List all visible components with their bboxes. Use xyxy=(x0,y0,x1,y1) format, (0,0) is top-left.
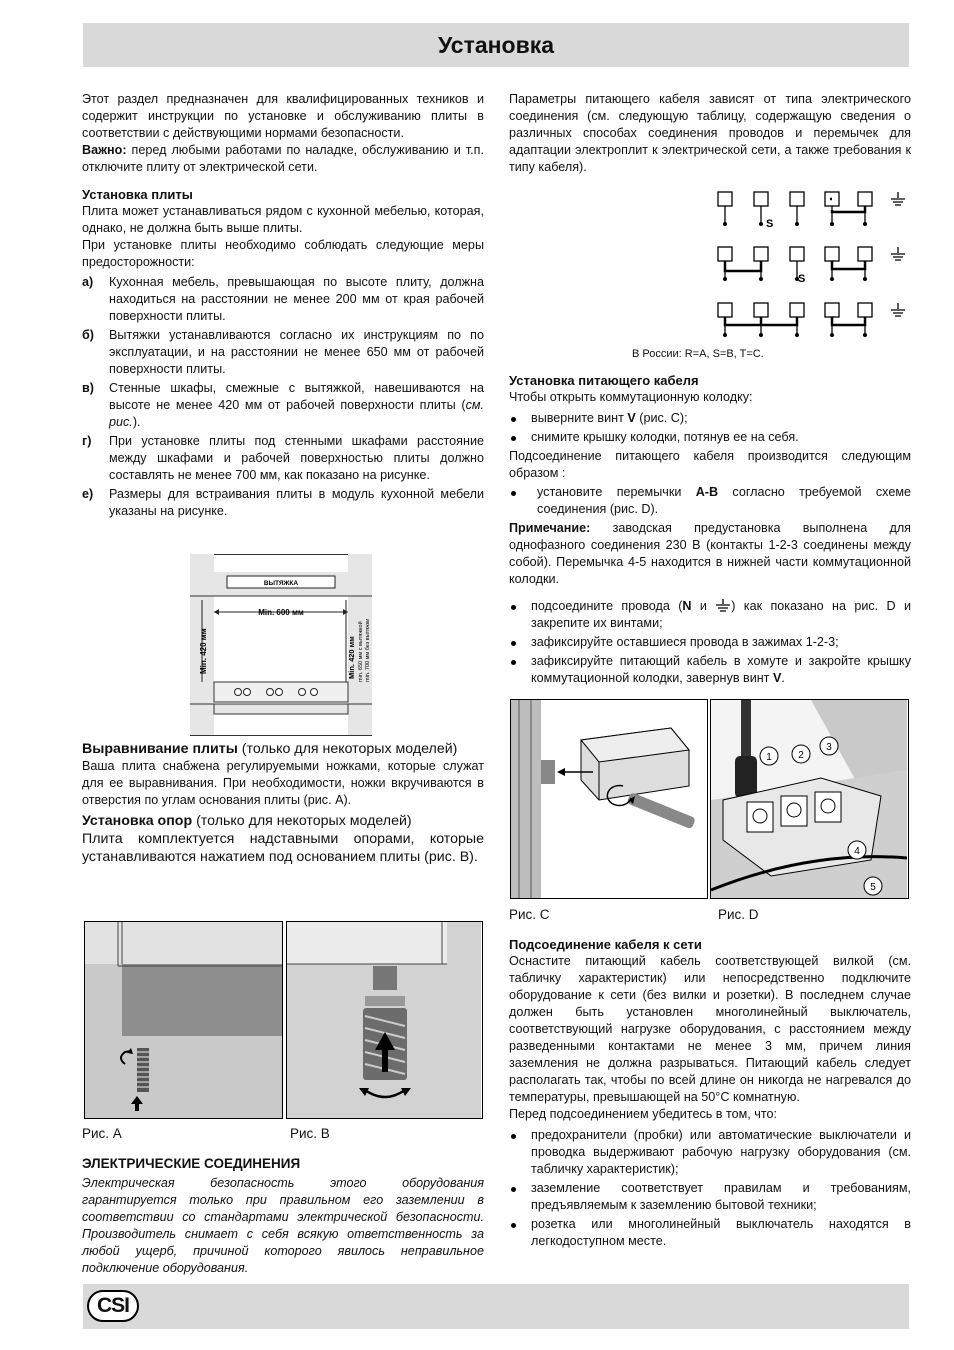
cable-install-heading: Установка питающего кабеля xyxy=(509,373,699,388)
figure-a-caption: Рис. А xyxy=(82,1126,122,1141)
step-bold: N xyxy=(682,599,692,613)
supports-heading: Установка опор xyxy=(82,813,193,829)
install-paragraph-2: При установке плиты необходимо соблюдать следующие меры предосторожности: xyxy=(82,238,484,269)
mains-text: Оснастите питающий кабель соответствующей вилкой (см. табличку характеристик) или непосредственно подключите оборудование к сети (без вилки и розетки). В последнем случае должен быть установлен многолинейный выключатель, соответствующий нагрузке оборудования, с расстоянием между разведенными контактами не менее 3 мм, причем линия заземления не должна разрываться. Питающий кабель следует располагать так, чтобы по всей длине он никогда не нагревался до температуры, превышающей на 50°С комнатную. xyxy=(509,954,911,1104)
important-label: Важно: xyxy=(82,143,127,157)
list-item-text: Стенные шкафы, смежные с вытяжкой, навешиваются на высоте не менее 420 мм от рабочей поверхности плиты ( xyxy=(109,381,484,412)
electrical-text: Электрическая безопасность этого оборудования гарантируется только при правильном его заземлении в соответствии со стандартами электрической безопасности. Производитель снимает с себя всякую ответственность за любой ущерб, причиной которого явилось неправильное подключение оборудования. xyxy=(82,1176,484,1275)
step-bold: V xyxy=(772,671,782,685)
step-text: зафиксируйте оставшиеся провода в зажимах 1-2-3; xyxy=(531,635,839,649)
levelling-text: Ваша плита снабжена регулируемыми ножками, которые служат для ее выравнивания. При необходимости, ножки вкручиваются в отверстия по углам основания плиты (рис. А). xyxy=(82,759,484,807)
list-item: розетка или многолинейный выключатель находятся в легкодоступном месте. xyxy=(509,1216,911,1250)
terminal-label: 5 xyxy=(870,882,876,893)
list-item: предохранители (пробки) или автоматические выключатели и проводка выдерживают рабочую нагрузку оборудования (см. табличку характеристик); xyxy=(509,1127,911,1178)
list-item xyxy=(509,634,911,651)
earth-icon xyxy=(715,599,731,612)
step-text-mid: и xyxy=(691,599,716,613)
scheme-s-label: S xyxy=(766,218,774,230)
installation-diagram xyxy=(190,554,372,736)
mains-section xyxy=(509,936,911,1252)
footer-bar xyxy=(83,1284,909,1329)
step-text: выверните винт xyxy=(531,411,628,425)
step-text-end: согласно требуемой схеме соединения (рис. D). xyxy=(537,485,911,516)
hood-label: ВЫТЯЖКА xyxy=(263,580,299,587)
levelling-heading-note: (только для некоторых моделей) xyxy=(237,741,458,757)
figure-c-caption: Рис. С xyxy=(509,907,550,922)
supports-heading-note: (только для некоторых моделей) xyxy=(192,813,412,829)
list-item-text: Кухонная мебель, превышающая по высоте плиту, должна находиться на расстоянии не менее 200 мм от края рабочей поверхности плиты. xyxy=(109,275,484,323)
figure-c-border xyxy=(510,699,708,899)
terminal-label: 1 xyxy=(766,752,772,763)
figure-b-caption: Рис. В xyxy=(290,1126,330,1141)
wiring-schemes-diagram xyxy=(708,186,918,346)
electrical-section xyxy=(82,1155,484,1277)
open-steps-list xyxy=(509,410,911,446)
min-700-label: min. 700 мм без вытяжки xyxy=(365,618,371,682)
language-badge: CSI xyxy=(87,1290,139,1322)
list-marker: е) xyxy=(82,487,94,501)
list-marker: в) xyxy=(82,381,94,395)
list-item xyxy=(509,410,911,427)
note-text: заводская предустановка выполнена для однофазного соединения 230 В (контакты 1-2-3 соединены между собой). Перемычка 4-5 находится в нижней части коммутационной колодки. xyxy=(509,521,911,586)
note-label: Примечание: xyxy=(509,521,591,535)
list-item xyxy=(82,274,484,325)
list-item xyxy=(82,486,484,520)
step-text: зафиксируйте питающий кабель в хомуте и закройте крышку коммутационной колодки, завернув винт xyxy=(531,654,911,685)
step-text-end: ) как показано на рис. D и закрепите их винтами; xyxy=(531,599,911,630)
list-item xyxy=(509,429,911,446)
checks-list xyxy=(509,1127,911,1250)
cable-install-intro: Чтобы открыть коммутационную колодку: xyxy=(509,390,753,404)
list-item xyxy=(82,380,484,431)
intro-paragraph: Этот раздел предназначен для квалифицированных техников и содержит инструкции по установке и обслуживанию плиты в соответствии с действующими нормами безопасности. xyxy=(82,92,484,140)
min-650-label: min. 650 мм с вытяжкой xyxy=(358,621,364,682)
step-text: снимите крышку колодки, потянув ее на себя. xyxy=(531,430,799,444)
levelling-section xyxy=(82,740,484,866)
list-item-text-end: ). xyxy=(132,415,141,429)
levelling-heading: Выравнивание плиты xyxy=(82,741,238,757)
important-text: перед любыми работами по наладке, обслуживанию и т.п. отключите плиту от электрической сети. xyxy=(82,143,484,174)
list-marker: б) xyxy=(82,328,94,342)
page-title: Установка xyxy=(437,32,555,58)
electrical-heading: ЭЛЕКТРИЧЕСКИЕ СОЕДИНЕНИЯ xyxy=(82,1156,301,1171)
step-bold: A-B xyxy=(695,485,719,499)
list-item-text: При установке плиты под стенными шкафами расстояние между шкафами и рабочей поверхностью плиты должно составлять не менее 700 мм, как показано на рисунке. xyxy=(109,434,484,482)
terminal-label: 4 xyxy=(854,846,860,857)
title-bar xyxy=(83,23,909,67)
supports-text: Плита комплектуется надставными опорами, которые устанавливаются нажатием под основанием плиты (рис. В). xyxy=(82,831,484,865)
step-text-end: . xyxy=(781,671,785,685)
install-paragraph-1: Плита может устанавливаться рядом с кухонной мебелью, которая, однако, не должна быть выше плиты. xyxy=(82,204,484,235)
list-item-text: Вытяжки устанавливаются согласно их инструкциям по по эксплуатации, и на расстоянии не менее 650 мм от рабочей поверхности плиты. xyxy=(109,328,484,376)
step-bold: V xyxy=(627,411,636,425)
list-item xyxy=(82,433,484,484)
terminal-label: 2 xyxy=(798,750,804,761)
precautions-list xyxy=(82,274,484,520)
min-420-right-label: Min. 420 мм xyxy=(347,636,356,679)
step-text: подсоедините провода ( xyxy=(531,599,683,613)
list-item xyxy=(509,484,911,518)
install-heading: Установка плиты xyxy=(82,187,193,202)
mains-heading: Подсоединение кабеля к сети xyxy=(509,937,702,952)
figure-a-border xyxy=(84,921,283,1119)
figure-b-border xyxy=(286,921,483,1119)
check-intro: Перед подсоединением убедитесь в том, что: xyxy=(509,1107,777,1121)
cable-install-section xyxy=(509,372,911,689)
list-item xyxy=(509,653,911,687)
terminal-label: 3 xyxy=(826,742,832,753)
list-item-emphasis: см. рис. xyxy=(109,398,484,429)
figure-d-border xyxy=(710,699,909,899)
russia-note: В России: R=A, S=B, T=C. xyxy=(632,348,764,360)
min-420-left-label: Min. 420 мм xyxy=(199,628,208,674)
step-text-end: (рис. С); xyxy=(635,411,688,425)
step-text: установите перемычки xyxy=(537,485,696,499)
list-item xyxy=(82,327,484,378)
note-paragraph xyxy=(509,520,911,588)
right-column-top xyxy=(509,91,911,176)
list-item-text: Размеры для встраивания плиты в модуль кухонной мебели указаны на рисунке. xyxy=(109,487,484,518)
list-marker: г) xyxy=(82,434,92,448)
scheme-s-label: S xyxy=(798,273,806,285)
min-600-label: Min. 600 мм xyxy=(258,608,304,617)
list-item: заземление соответствует правилам и требованиям, предъявляемым к заземлению бытовой техники; xyxy=(509,1180,911,1214)
list-marker: а) xyxy=(82,275,94,289)
jumper-steps-list xyxy=(509,484,911,518)
figure-d-caption: Рис. D xyxy=(718,907,759,922)
cable-paragraph: Параметры питающего кабеля зависят от типа электрического соединения (см. следующую таблицу, содержащую сведения о различных способах соединения проводов и перемычек для адаптации электроплит к электрической сети, а также требования к типу кабеля). xyxy=(509,92,911,174)
wire-steps-list xyxy=(509,598,911,687)
left-column xyxy=(82,91,484,522)
connection-paragraph: Подсоединение питающего кабеля производится следующим образом : xyxy=(509,449,911,480)
important-paragraph xyxy=(82,142,484,176)
list-item xyxy=(509,598,911,632)
